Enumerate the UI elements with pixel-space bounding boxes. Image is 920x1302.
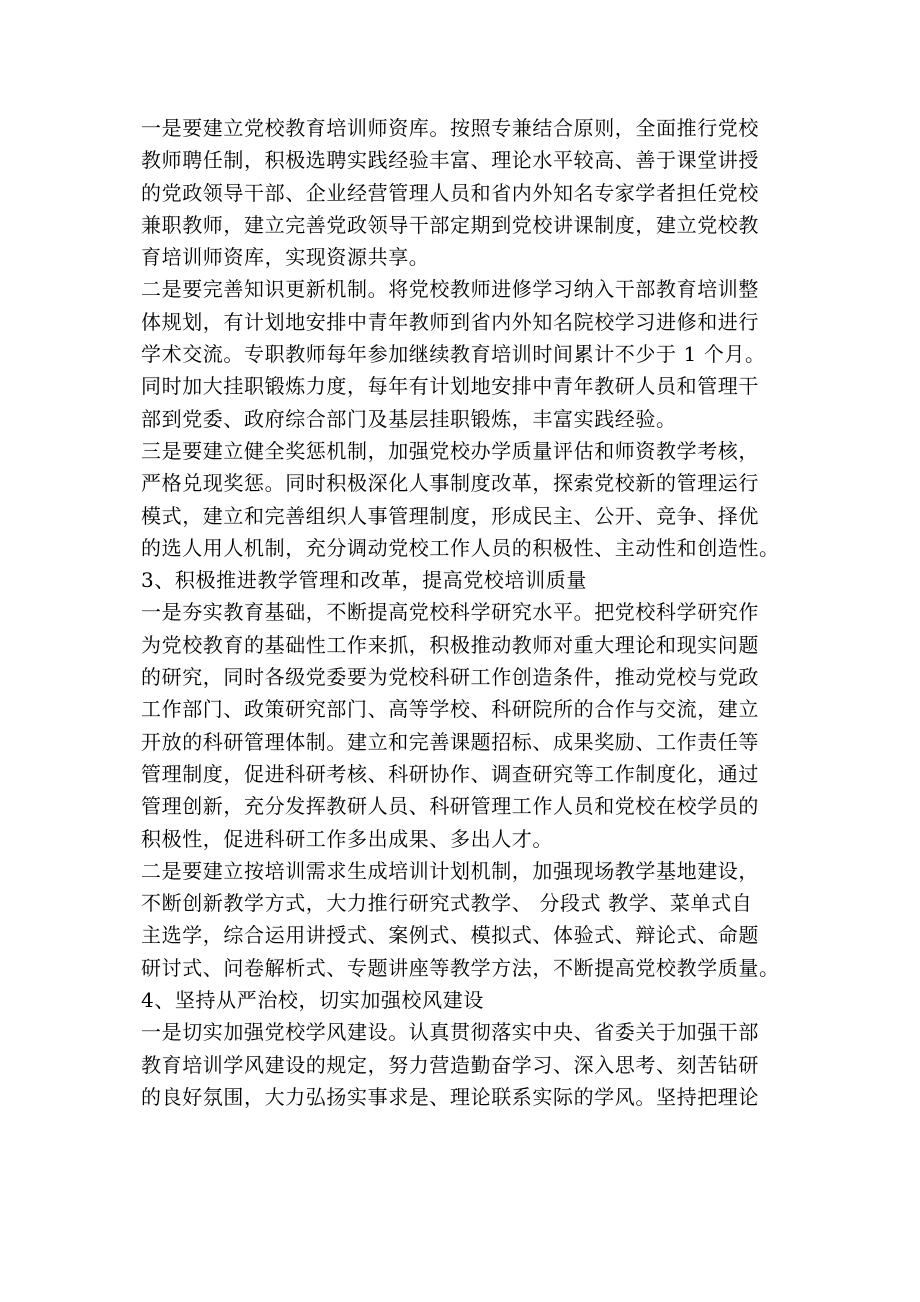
- text-line: 主选学，综合运用讲授式、案例式、模拟式、体验式、辩论式、命题: [141, 923, 759, 948]
- section-heading: 3、积极推进教学管理和改革，提高党校培训质量: [141, 568, 587, 593]
- text-line: 积极性，促进科研工作多出成果、多出人才。: [141, 826, 553, 851]
- text-line: 教育培训学风建设的规定，努力营造勤奋学习、深入思考、刻苦钻研: [141, 1052, 759, 1077]
- text-line: 一是切实加强党校学风建设。认真贯彻落实中央、省委关于加强干部: [141, 1020, 759, 1045]
- text-line: 同时加大挂职锻炼力度，每年有计划地安排中青年教研人员和管理干: [141, 374, 759, 399]
- text-line: 为党校教育的基础性工作来抓，积极推动教师对重大理论和现实问题: [141, 632, 759, 657]
- text-line: 的研究，同时各级党委要为党校科研工作创造条件，推动党校与党政: [141, 665, 759, 690]
- text-line: 一是要建立党校教育培训师资库。按照专兼结合原则，全面推行党校: [141, 116, 759, 140]
- text-line: 的选人用人机制，充分调动党校工作人员的积极性、主动性和创造性。: [141, 535, 780, 560]
- text-line: 的良好氛围，大力弘扬实事求是、理论联系实际的学风。坚持把理论: [141, 1084, 759, 1109]
- text-line: 一是夯实教育基础，不断提高党校科学研究水平。把党校科学研究作: [141, 600, 759, 625]
- document-page: [141, 112, 801, 1113]
- text-line: 不断创新教学方式，大力推行研究式教学、 分段式 教学、菜单式自: [141, 891, 753, 916]
- text-line: 开放的科研管理体制。建立和完善课题招标、成果奖励、工作责任等: [141, 729, 759, 754]
- text-line: 严格兑现奖惩。同时积极深化人事制度改革，探索党校新的管理运行: [141, 471, 759, 496]
- text-line: 部到党委、政府综合部门及基层挂职锻炼，丰富实践经验。: [141, 406, 677, 431]
- text-line: 学术交流。专职教师每年参加继续教育培训时间累计不少于 1 个月。: [141, 342, 766, 367]
- text-line: 育培训师资库，实现资源共享。: [141, 245, 430, 270]
- text-line: 体规划，有计划地安排中青年教师到省内外知名院校学习进修和进行: [141, 309, 759, 334]
- text-line: 模式，建立和完善组织人事管理制度，形成民主、公开、竞争、择优: [141, 503, 759, 528]
- text-line: 的党政领导干部、企业经营管理人员和省内外知名专家学者担任党校: [141, 180, 759, 205]
- text-line: 研讨式、问卷解析式、专题讲座等教学方法，不断提高党校教学质量。: [141, 955, 780, 980]
- text-line: 管理创新，充分发挥教研人员、科研管理工作人员和党校在校学员的: [141, 794, 759, 819]
- text-line: 二是要完善知识更新机制。将党校教师进修学习纳入干部教育培训整: [141, 277, 759, 302]
- text-line: 兼职教师，建立完善党政领导干部定期到党校讲课制度，建立党校教: [141, 212, 759, 237]
- text-line: 三是要建立健全奖惩机制，加强党校办学质量评估和师资教学考核，: [141, 438, 759, 463]
- section-heading: 4、坚持从严治校，切实加强校风建设: [141, 988, 484, 1013]
- text-line: 教师聘任制，积极选聘实践经验丰富、理论水平较高、善于课堂讲授: [141, 148, 759, 173]
- text-line: 二是要建立按培训需求生成培训计划机制，加强现场教学基地建设，: [141, 858, 759, 883]
- text-line: 工作部门、政策研究部门、高等学校、科研院所的合作与交流，建立: [141, 697, 759, 722]
- text-line: 管理制度，促进科研考核、科研协作、调查研究等工作制度化，通过: [141, 761, 759, 786]
